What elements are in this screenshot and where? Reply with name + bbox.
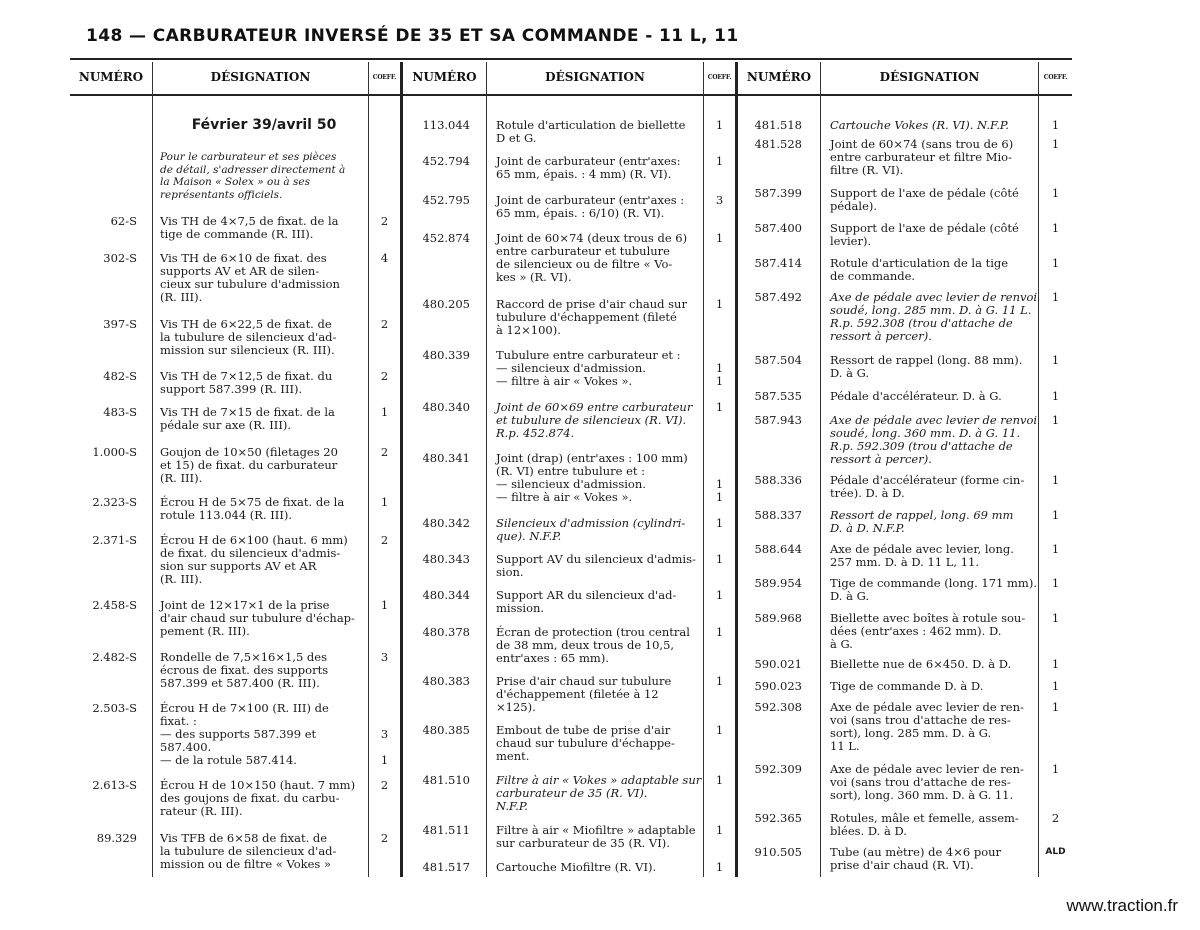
- part-coeff: 2: [380, 369, 389, 383]
- part-designation: Vis TH de 7×15 de fixat. de la pédale sur axe (R. III).: [160, 405, 335, 432]
- part-number: 589.968: [754, 611, 802, 625]
- part-number: 481.517: [422, 860, 470, 874]
- part-coeff: 1: [1051, 413, 1060, 427]
- part-number: 592.309: [754, 762, 802, 776]
- part-coeff: 1: [1051, 186, 1060, 200]
- part-coeff: 1: [380, 495, 389, 509]
- part-number: 587.400: [754, 221, 802, 235]
- part-number: 590.023: [754, 679, 802, 693]
- part-designation: Joint de 60×74 (sans trou de 6) entre carburateur et filtre Mio- filtre (R. VI).: [830, 137, 1014, 177]
- part-designation: Rondelle de 7,5×16×1,5 des écrous de fixat. des supports 587.399 et 587.400 (R. III).: [160, 650, 329, 690]
- part-number: 481.511: [422, 823, 470, 837]
- part-coeff: 1: [1051, 576, 1060, 590]
- part-designation: Ressort de rappel (long. 88 mm). D. à G.: [830, 353, 1023, 380]
- part-designation: Biellette avec boîtes à rotule sou- dées (entr'axes : 462 mm). D. à G.: [830, 611, 1026, 651]
- part-number: 587.943: [754, 413, 802, 427]
- part-number: 2.482-S: [92, 650, 137, 664]
- part-number: 587.492: [754, 290, 802, 304]
- part-number: 589.954: [754, 576, 802, 590]
- part-coeff: 2: [1051, 811, 1060, 825]
- part-coeff: 1 1: [715, 361, 724, 388]
- part-number: 2.458-S: [92, 598, 137, 612]
- part-designation: Rotule d'articulation de biellette D et G.: [496, 118, 686, 145]
- part-designation: Joint de 60×69 entre carburateur et tubulure de silencieux (R. VI). R.p. 452.874.: [496, 400, 693, 440]
- part-number: 480.385: [422, 723, 470, 737]
- part-designation: Biellette nue de 6×450. D. à D.: [830, 657, 1012, 671]
- part-coeff: 1: [715, 588, 724, 602]
- part-coeff: 1: [715, 823, 724, 837]
- part-coeff: 1: [715, 552, 724, 566]
- part-designation: Cartouche Vokes (R. VI). N.F.P.: [830, 118, 1009, 132]
- part-number: 588.336: [754, 473, 802, 487]
- part-coeff: 1: [1051, 389, 1060, 403]
- part-designation: Vis TH de 7×12,5 de fixat. du support 587.399 (R. III).: [160, 369, 333, 396]
- part-designation: Support de l'axe de pédale (côté levier).: [830, 221, 1019, 248]
- part-designation: Filtre à air « Vokes » adaptable sur carburateur de 35 (R. VI). N.F.P.: [496, 773, 702, 813]
- header-designation: DÉSIGNATION: [545, 70, 645, 84]
- part-designation: Tige de commande (long. 171 mm). D. à G.: [830, 576, 1037, 603]
- part-coeff: 1: [1051, 762, 1060, 776]
- part-coeff: 1: [715, 723, 724, 737]
- part-designation: Filtre à air « Miofiltre » adaptable sur carburateur de 35 (R. VI).: [496, 823, 696, 850]
- header-designation: DÉSIGNATION: [879, 70, 980, 84]
- header-top-rule: [70, 58, 1072, 60]
- part-designation: Axe de pédale avec levier de ren- voi (sans trou d'attache de res- sort), long. 285 mm. D. à G. 11 L.: [830, 700, 1024, 753]
- part-coeff: ALD: [1045, 847, 1066, 857]
- part-designation: Cartouche Miofiltre (R. VI).: [496, 860, 657, 874]
- part-number: 480.343: [422, 552, 470, 566]
- part-coeff: 1: [1051, 353, 1060, 367]
- part-coeff: 2: [380, 831, 389, 845]
- part-number: 587.399: [754, 186, 802, 200]
- part-designation: Support AR du silencieux d'ad- mission.: [496, 588, 677, 615]
- part-designation: Écrou H de 7×100 (R. III) de fixat. : — des supports 587.399 et 587.400. — de la rotule 587.414.: [160, 701, 329, 767]
- part-number: 2.371-S: [92, 533, 137, 547]
- part-coeff: 2: [380, 445, 389, 459]
- part-coeff: 1: [1051, 508, 1060, 522]
- part-number: 587.504: [754, 353, 802, 367]
- part-number: 480.205: [422, 297, 470, 311]
- header-numero: NUMÉRO: [78, 70, 144, 84]
- part-number: 2.323-S: [92, 495, 137, 509]
- header-numero: NUMÉRO: [412, 70, 477, 84]
- part-coeff: 2: [380, 533, 389, 547]
- group-divider: [400, 62, 403, 877]
- part-number: 62-S: [110, 214, 137, 228]
- part-number: 452.794: [422, 154, 470, 168]
- part-coeff: 3: [715, 193, 724, 207]
- part-number: 1.000-S: [92, 445, 137, 459]
- part-designation: Support de l'axe de pédale (côté pédale).: [830, 186, 1019, 213]
- part-designation: Embout de tube de prise d'air chaud sur tubulure d'échappe- ment.: [496, 723, 675, 763]
- part-coeff: 1: [1051, 290, 1060, 304]
- part-coeff: 1: [715, 860, 724, 874]
- part-coeff: 1: [715, 154, 724, 168]
- part-designation: Axe de pédale avec levier, long. 257 mm. D. à D. 11 L, 11.: [830, 542, 1014, 569]
- part-designation: Écran de protection (trou central de 38 mm, deux trous de 10,5, entr'axes : 65 mm).: [496, 625, 690, 665]
- part-coeff: 1: [1051, 256, 1060, 270]
- part-designation: Tubulure entre carburateur et : — silencieux d'admission. — filtre à air « Vokes ».: [496, 348, 681, 388]
- part-designation: Axe de pédale avec levier de renvoi soudé, long. 285 mm. D. à G. 11 L. R.p. 592.308 (trou d'attache de ressort à percer).: [830, 290, 1038, 343]
- header-coeff: COEFF.: [1043, 73, 1068, 81]
- part-coeff: 1: [715, 231, 724, 245]
- col-divider: [1038, 62, 1039, 877]
- part-number: 452.795: [422, 193, 470, 207]
- part-number: 590.021: [754, 657, 802, 671]
- part-designation: Rotule d'articulation de la tige de commande.: [830, 256, 1009, 283]
- section-note: Pour le carburateur et ses pièces de détail, s'adresser directement à la Maison « Solex » ou à ses représentants officiels.: [160, 151, 346, 201]
- part-number: 480.344: [422, 588, 470, 602]
- part-designation: Écrou H de 6×100 (haut. 6 mm) de fixat. du silencieux d'admis- sion sur supports AV et AR (R. III).: [160, 533, 348, 586]
- part-number: 482-S: [103, 369, 137, 383]
- part-designation: Axe de pédale avec levier de renvoi soudé, long. 360 mm. D. à G. 11. R.p. 592.309 (trou d'attache de ressort à percer).: [830, 413, 1038, 466]
- part-number: 592.308: [754, 700, 802, 714]
- part-coeff: 1 1: [715, 477, 724, 504]
- part-coeff: 2: [380, 317, 389, 331]
- part-coeff: 3 1: [380, 727, 389, 767]
- section-subtitle: Février 39/avril 50: [191, 117, 337, 133]
- part-number: 397-S: [103, 317, 137, 331]
- part-number: 480.383: [422, 674, 470, 688]
- part-number: 481.528: [754, 137, 802, 151]
- part-coeff: 1: [1051, 137, 1060, 151]
- part-coeff: 1: [1051, 221, 1060, 235]
- part-coeff: 1: [715, 674, 724, 688]
- col-divider: [152, 62, 153, 877]
- part-designation: Écrou H de 5×75 de fixat. de la rotule 113.044 (R. III).: [160, 495, 345, 522]
- header-coeff: COEFF.: [707, 73, 732, 81]
- part-number: 587.414: [754, 256, 802, 270]
- part-number: 2.613-S: [92, 778, 137, 792]
- part-coeff: 1: [1051, 700, 1060, 714]
- part-coeff: 1: [380, 405, 389, 419]
- part-designation: Support AV du silencieux d'admis- sion.: [496, 552, 696, 579]
- part-designation: Pédale d'accélérateur (forme cin- trée). D. à D.: [830, 473, 1025, 500]
- part-designation: Pédale d'accélérateur. D. à G.: [830, 389, 1002, 403]
- part-coeff: 1: [1051, 657, 1060, 671]
- part-number: 302-S: [103, 251, 137, 265]
- part-designation: Joint de 12×17×1 de la prise d'air chaud sur tubulure d'échap- pement (R. III).: [160, 598, 355, 638]
- part-designation: Joint de carburateur (entr'axes : 65 mm, épais. : 6/10) (R. VI).: [496, 193, 685, 220]
- part-designation: Joint (drap) (entr'axes : 100 mm) (R. VI) entre tubulure et : — silencieux d'admission. — filtre à air « Vokes ».: [496, 451, 688, 504]
- part-number: 483-S: [103, 405, 137, 419]
- part-designation: Joint de 60×74 (deux trous de 6) entre carburateur et tubulure de silencieux ou de filtre « Vo- kes » (R. VI).: [496, 231, 688, 284]
- part-number: 481.518: [754, 118, 802, 132]
- part-number: 480.339: [422, 348, 470, 362]
- part-designation: Vis TH de 4×7,5 de fixat. de la tige de commande (R. III).: [160, 214, 339, 241]
- part-designation: Vis TFB de 6×58 de fixat. de la tubulure de silencieux d'ad- mission ou de filtre « Vokes »: [160, 831, 337, 871]
- part-designation: Tube (au mètre) de 4×6 pour prise d'air chaud (R. VI).: [830, 845, 1002, 872]
- part-designation: Prise d'air chaud sur tubulure d'échappement (filetée à 12 ×125).: [496, 674, 672, 714]
- part-coeff: 1: [1051, 118, 1060, 132]
- part-number: 910.505: [754, 845, 802, 859]
- part-coeff: 3: [380, 650, 389, 664]
- part-number: 588.337: [754, 508, 802, 522]
- part-coeff: 2: [380, 214, 389, 228]
- part-number: 89.329: [96, 831, 137, 845]
- part-designation: Raccord de prise d'air chaud sur tubulure d'échappement (fileté à 12×100).: [496, 297, 687, 337]
- part-coeff: 1: [715, 516, 724, 530]
- part-coeff: 1: [380, 598, 389, 612]
- part-number: 588.644: [754, 542, 802, 556]
- part-number: 481.510: [422, 773, 470, 787]
- part-coeff: 4: [380, 251, 389, 265]
- part-number: 452.874: [422, 231, 470, 245]
- col-divider: [486, 62, 487, 877]
- part-designation: Joint de carburateur (entr'axes: 65 mm, épais. : 4 mm) (R. VI).: [496, 154, 681, 181]
- part-coeff: 1: [715, 625, 724, 639]
- page-title: 148 — CARBURATEUR INVERSÉ DE 35 ET SA COMMANDE - 11 L, 11: [86, 26, 739, 46]
- part-coeff: 1: [715, 297, 724, 311]
- part-coeff: 2: [380, 778, 389, 792]
- header-designation: DÉSIGNATION: [210, 70, 311, 84]
- part-designation: Rotules, mâle et femelle, assem- blées. D. à D.: [830, 811, 1019, 838]
- part-number: 480.342: [422, 516, 470, 530]
- part-designation: Goujon de 10×50 (filetages 20 et 15) de fixat. du carburateur (R. III).: [160, 445, 338, 485]
- header-bottom-rule: [70, 94, 1072, 96]
- header-numero: NUMÉRO: [746, 70, 812, 84]
- part-designation: Écrou H de 10×150 (haut. 7 mm) des goujons de fixat. du carbu- rateur (R. III).: [160, 778, 356, 818]
- part-coeff: 1: [1051, 473, 1060, 487]
- part-coeff: 1: [715, 400, 724, 414]
- part-number: 113.044: [422, 118, 470, 132]
- part-designation: Tige de commande D. à D.: [830, 679, 984, 693]
- part-number: 587.535: [754, 389, 802, 403]
- part-number: 592.365: [754, 811, 802, 825]
- part-designation: Axe de pédale avec levier de ren- voi (sans trou d'attache de res- sort), long. 360 mm. D. à G. 11.: [830, 762, 1024, 802]
- part-coeff: 1: [1051, 611, 1060, 625]
- col-divider: [820, 62, 821, 877]
- part-designation: Silencieux d'admission (cylindri- que). N.F.P.: [496, 516, 686, 543]
- part-number: 480.378: [422, 625, 470, 639]
- part-coeff: 1: [1051, 679, 1060, 693]
- part-coeff: 1: [1051, 542, 1060, 556]
- part-designation: Ressort de rappel, long. 69 mm D. à D. N.F.P.: [830, 508, 1014, 535]
- part-coeff: 1: [715, 773, 724, 787]
- part-designation: Vis TH de 6×10 de fixat. des supports AV et AR de silen- cieux sur tubulure d'admission (R. III).: [160, 251, 340, 304]
- watermark: www.traction.fr: [1066, 896, 1178, 915]
- header-coeff: COEFF.: [372, 73, 397, 81]
- part-number: 480.340: [422, 400, 470, 414]
- part-designation: Vis TH de 6×22,5 de fixat. de la tubulure de silencieux d'ad- mission sur silencieux (R. III).: [160, 317, 337, 357]
- group-divider: [735, 62, 738, 877]
- part-number: 480.341: [422, 451, 470, 465]
- part-coeff: 1: [715, 118, 724, 132]
- part-number: 2.503-S: [92, 701, 137, 715]
